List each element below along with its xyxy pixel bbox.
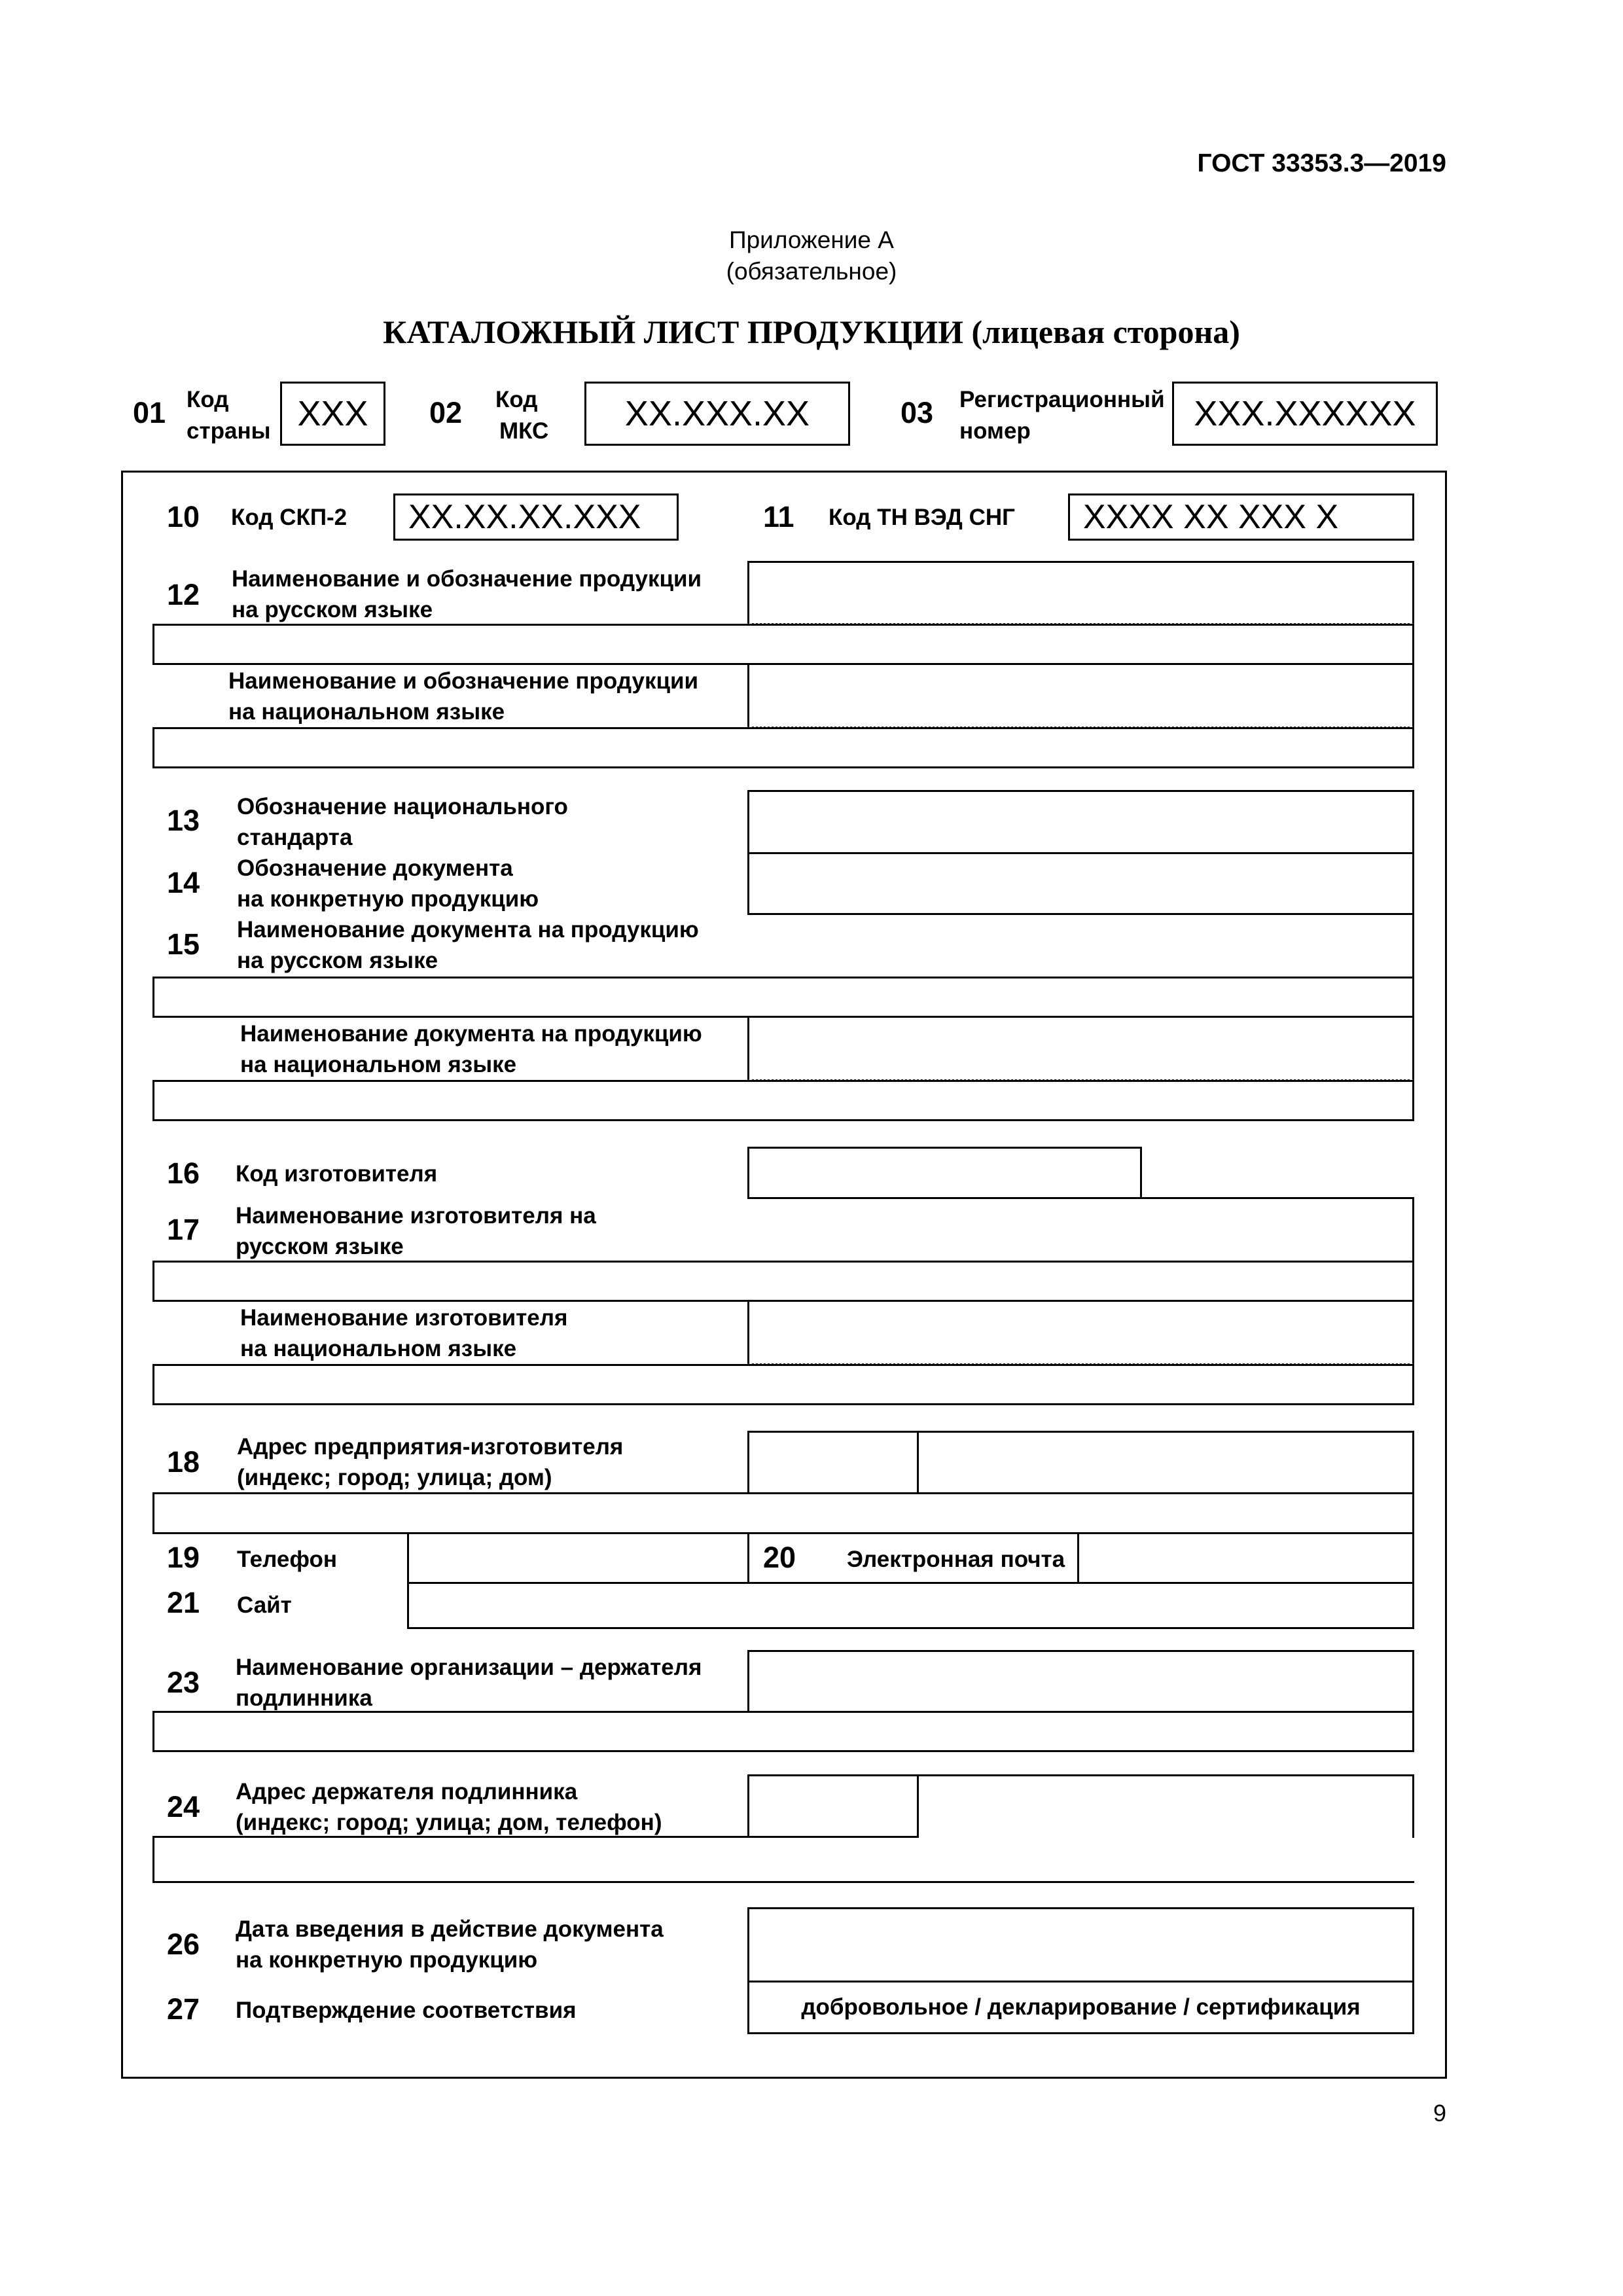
manufacturer-address-field[interactable] bbox=[919, 1433, 1412, 1492]
field-label: Код изготовителя bbox=[236, 1161, 438, 1187]
field-number: 27 bbox=[167, 1992, 200, 2026]
conformity-options-label: добровольное / декларирование / сертификация bbox=[801, 1994, 1361, 2020]
tn-ved-code-box[interactable]: XXXX XX XXX X bbox=[1068, 493, 1414, 541]
field-number: 14 bbox=[167, 866, 200, 899]
field-number: 12 bbox=[167, 578, 200, 611]
field-label: Телефон bbox=[237, 1547, 338, 1572]
field-label: Наименование документа на продукцию bbox=[237, 917, 699, 942]
field-label: Регистрационный bbox=[959, 387, 1165, 412]
field-label: Наименование организации – держателя bbox=[236, 1655, 702, 1680]
product-name-russian-field[interactable] bbox=[750, 564, 1412, 621]
original-holder-address-field[interactable] bbox=[919, 1777, 1412, 1836]
manufacturer-code-field[interactable] bbox=[747, 1147, 1142, 1199]
field-label: на конкретную продукцию bbox=[237, 886, 539, 912]
field-number: 01 bbox=[133, 396, 166, 429]
field-number: 21 bbox=[167, 1586, 200, 1619]
manufacturer-name-national-field[interactable] bbox=[750, 1304, 1412, 1361]
field-label: Электронная почта bbox=[847, 1547, 1065, 1572]
field-label: русском языке bbox=[236, 1234, 404, 1259]
field-label: Код ТН ВЭД СНГ bbox=[829, 505, 1015, 530]
field-label: Наименование изготовителя на bbox=[236, 1203, 596, 1229]
manufacturer-name-russian-field[interactable] bbox=[750, 1200, 1412, 1261]
field-label: Сайт bbox=[237, 1592, 292, 1618]
original-holder-name-field[interactable] bbox=[750, 1653, 1412, 1711]
field-number: 02 bbox=[429, 396, 463, 429]
field-number: 20 bbox=[763, 1541, 796, 1574]
field-label: на русском языке bbox=[232, 597, 433, 622]
field-label: МКС bbox=[499, 418, 549, 444]
field-number: 10 bbox=[167, 500, 200, 533]
field-label: на русском языке bbox=[237, 948, 438, 973]
field-number: 18 bbox=[167, 1445, 200, 1479]
field-label: подлинника bbox=[236, 1685, 372, 1711]
field-number: 13 bbox=[167, 804, 200, 837]
document-name-russian-line[interactable] bbox=[152, 977, 1414, 1018]
manufacturer-name-national-line[interactable] bbox=[152, 1364, 1414, 1405]
field-number: 15 bbox=[167, 927, 200, 961]
field-number: 26 bbox=[167, 1928, 200, 1961]
document-name-national-field[interactable] bbox=[750, 1020, 1412, 1077]
field-label: Обозначение документа bbox=[237, 855, 513, 881]
page-title: КАТАЛОЖНЫЙ ЛИСТ ПРОДУКЦИИ (лицевая сторона) bbox=[383, 314, 1240, 350]
field-label: Код bbox=[187, 387, 229, 412]
product-name-national-line[interactable] bbox=[152, 727, 1414, 768]
field-label: на национальном языке bbox=[240, 1052, 517, 1077]
field-number: 03 bbox=[901, 396, 934, 429]
original-holder-address-line[interactable] bbox=[155, 1839, 1412, 1880]
national-standard-field[interactable] bbox=[747, 790, 1414, 854]
field-label: стандарта bbox=[237, 825, 353, 850]
field-label: Код СКП-2 bbox=[231, 505, 348, 530]
field-label: номер bbox=[959, 418, 1031, 444]
field-number: 16 bbox=[167, 1157, 200, 1190]
field-label: Наименование изготовителя bbox=[240, 1305, 568, 1331]
mks-code-box[interactable]: XX.XXX.XX bbox=[584, 382, 850, 446]
field-number: 24 bbox=[167, 1790, 200, 1823]
product-name-national-field[interactable] bbox=[750, 667, 1412, 725]
field-label: на национальном языке bbox=[228, 699, 505, 725]
field-number: 23 bbox=[167, 1666, 200, 1699]
product-name-russian-line[interactable] bbox=[152, 624, 1414, 665]
website-field[interactable] bbox=[407, 1582, 1414, 1629]
document-name-russian-field[interactable] bbox=[750, 916, 1412, 977]
field-label: на национальном языке bbox=[240, 1336, 517, 1361]
field-label: Подтверждение соответствия bbox=[236, 1998, 577, 2023]
field-label: Наименование и обозначение продукции bbox=[228, 668, 699, 694]
manufacturer-name-russian-line[interactable] bbox=[152, 1261, 1414, 1302]
manufacturer-address-line[interactable] bbox=[152, 1492, 1414, 1534]
field-label: на конкретную продукцию bbox=[236, 1947, 538, 1973]
field-number: 19 bbox=[167, 1541, 200, 1574]
country-code-box[interactable]: XXX bbox=[280, 382, 385, 446]
field-label: (индекс; город; улица; дом) bbox=[237, 1465, 552, 1490]
effective-date-field[interactable] bbox=[747, 1907, 1414, 1982]
field-label: страны bbox=[187, 418, 271, 444]
email-field[interactable] bbox=[1080, 1535, 1412, 1582]
product-document-field[interactable] bbox=[747, 852, 1414, 915]
field-label: Наименование документа на продукцию bbox=[240, 1021, 702, 1047]
field-label: Дата введения в действие документа bbox=[236, 1916, 664, 1942]
appendix-note: (обязательное) bbox=[726, 258, 897, 285]
skp2-code-box[interactable]: XX.XX.XX.XXX bbox=[393, 493, 679, 541]
field-number: 17 bbox=[167, 1213, 200, 1246]
manufacturer-postal-index-field[interactable] bbox=[750, 1433, 916, 1492]
field-label: Адрес предприятия-изготовителя bbox=[237, 1434, 624, 1460]
appendix-title: Приложение А bbox=[729, 226, 894, 253]
page-number: 9 bbox=[1433, 2100, 1446, 2126]
original-holder-name-line[interactable] bbox=[152, 1711, 1414, 1752]
original-holder-postal-index-field[interactable] bbox=[750, 1777, 916, 1836]
conformity-confirmation-options[interactable] bbox=[747, 1981, 1414, 2034]
field-label: Код bbox=[495, 387, 538, 412]
document-name-national-line[interactable] bbox=[152, 1080, 1414, 1121]
field-label: Адрес держателя подлинника bbox=[236, 1779, 578, 1804]
registration-number-box[interactable]: XXX.XXXXXX bbox=[1172, 382, 1438, 446]
phone-field[interactable] bbox=[407, 1532, 749, 1584]
field-number: 11 bbox=[763, 500, 794, 533]
field-label: Обозначение национального bbox=[237, 794, 568, 819]
field-label: Наименование и обозначение продукции bbox=[232, 566, 702, 592]
standard-designation: ГОСТ 33353.3—2019 bbox=[1197, 149, 1446, 177]
field-label: (индекс; город; улица; дом, телефон) bbox=[236, 1810, 662, 1835]
